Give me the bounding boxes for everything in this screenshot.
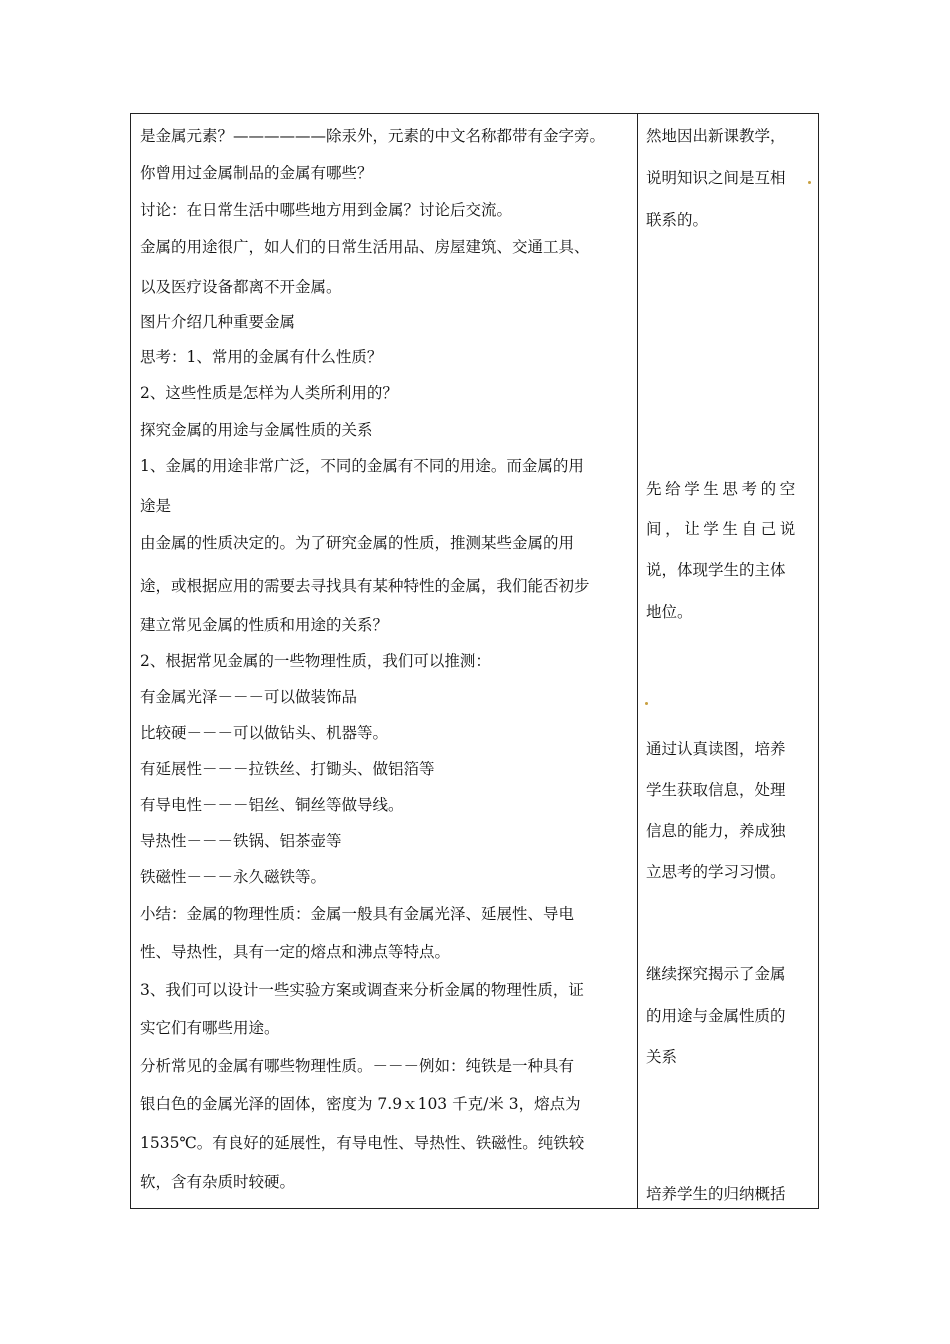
decorative-dot: [808, 181, 811, 184]
decorative-dot: [645, 702, 648, 705]
side-line: 先给学生思考的空: [646, 480, 799, 498]
main-line: 银白色的金属光泽的固体，密度为 7.9ｘ103 千克/米 3，熔点为: [140, 1095, 581, 1113]
main-line: 探究金属的用途与金属性质的关系: [140, 421, 373, 439]
side-line: 然地因出新课教学，: [646, 127, 786, 145]
side-line: 关系: [646, 1048, 678, 1066]
side-line: 通过认真读图，培养: [646, 740, 786, 758]
main-line: 建立常见金属的性质和用途的关系？: [140, 616, 389, 634]
side-line: 间，让学生自己说: [646, 520, 799, 538]
main-line: 你曾用过金属制品的金属有哪些？: [140, 164, 373, 182]
side-line: 说明知识之间是互相: [646, 169, 786, 187]
main-line: 思考：1、常用的金属有什么性质？: [140, 348, 383, 366]
side-line: 地位。: [646, 603, 693, 621]
main-line: 分析常见的金属有哪些物理性质。－－－例如：纯铁是一种具有: [140, 1057, 575, 1075]
main-line: 有延展性－－－拉铁丝、打锄头、做铝箔等: [140, 760, 435, 778]
side-line: 学生获取信息，处理: [646, 781, 786, 799]
side-line: 继续探究揭示了金属: [646, 965, 786, 983]
side-line: 说，体现学生的主体: [646, 561, 786, 579]
main-line: 小结：金属的物理性质：金属一般具有金属光泽、延展性、导电: [140, 905, 575, 923]
main-line: 铁磁性－－－永久磁铁等。: [140, 868, 327, 886]
main-line: 以及医疗设备都离不开金属。: [140, 278, 342, 296]
main-line: 途是: [140, 497, 172, 515]
side-line: 立思考的学习习惯。: [646, 863, 786, 881]
main-line: 金属的用途很广，如人们的日常生活用品、房屋建筑、交通工具、: [140, 238, 590, 256]
side-line: 联系的。: [646, 211, 709, 229]
main-line: 实它们有哪些用途。: [140, 1019, 280, 1037]
main-line: 2、这些性质是怎样为人类所利用的？: [140, 384, 398, 402]
main-line: 3、我们可以设计一些实验方案或调查来分析金属的物理性质，证: [140, 981, 584, 999]
main-line: 2、根据常见金属的一些物理性质，我们可以推测：: [140, 652, 491, 670]
main-line: 有金属光泽－－－可以做装饰品: [140, 688, 358, 706]
side-line: 信息的能力，养成独: [646, 822, 786, 840]
side-line: 的用途与金属性质的: [646, 1007, 786, 1025]
main-line: 由金属的性质决定的。为了研究金属的性质，推测某些金属的用: [140, 534, 575, 552]
main-line: 导热性－－－铁锅、铝茶壶等: [140, 832, 342, 850]
main-line: 是金属元素？——————除汞外，元素的中文名称都带有金字旁。: [140, 127, 606, 145]
main-line: 1535℃。有良好的延展性，有导电性、导热性、铁磁性。纯铁较: [140, 1134, 585, 1152]
main-line: 软，含有杂质时较硬。: [140, 1173, 296, 1191]
column-divider: [637, 114, 638, 1208]
side-line: 培养学生的归纳概括: [646, 1185, 786, 1203]
main-line: 图片介绍几种重要金属: [140, 313, 296, 331]
main-line: 1、金属的用途非常广泛，不同的金属有不同的用途。而金属的用: [140, 457, 584, 475]
main-line: 讨论：在日常生活中哪些地方用到金属？讨论后交流。: [140, 201, 513, 219]
main-line: 途，或根据应用的需要去寻找具有某种特性的金属，我们能否初步: [140, 577, 590, 595]
main-line: 比较硬－－－可以做钻头、机器等。: [140, 724, 389, 742]
main-line: 性、导热性，具有一定的熔点和沸点等特点。: [140, 943, 451, 961]
main-line: 有导电性－－－铝丝、铜丝等做导线。: [140, 796, 404, 814]
